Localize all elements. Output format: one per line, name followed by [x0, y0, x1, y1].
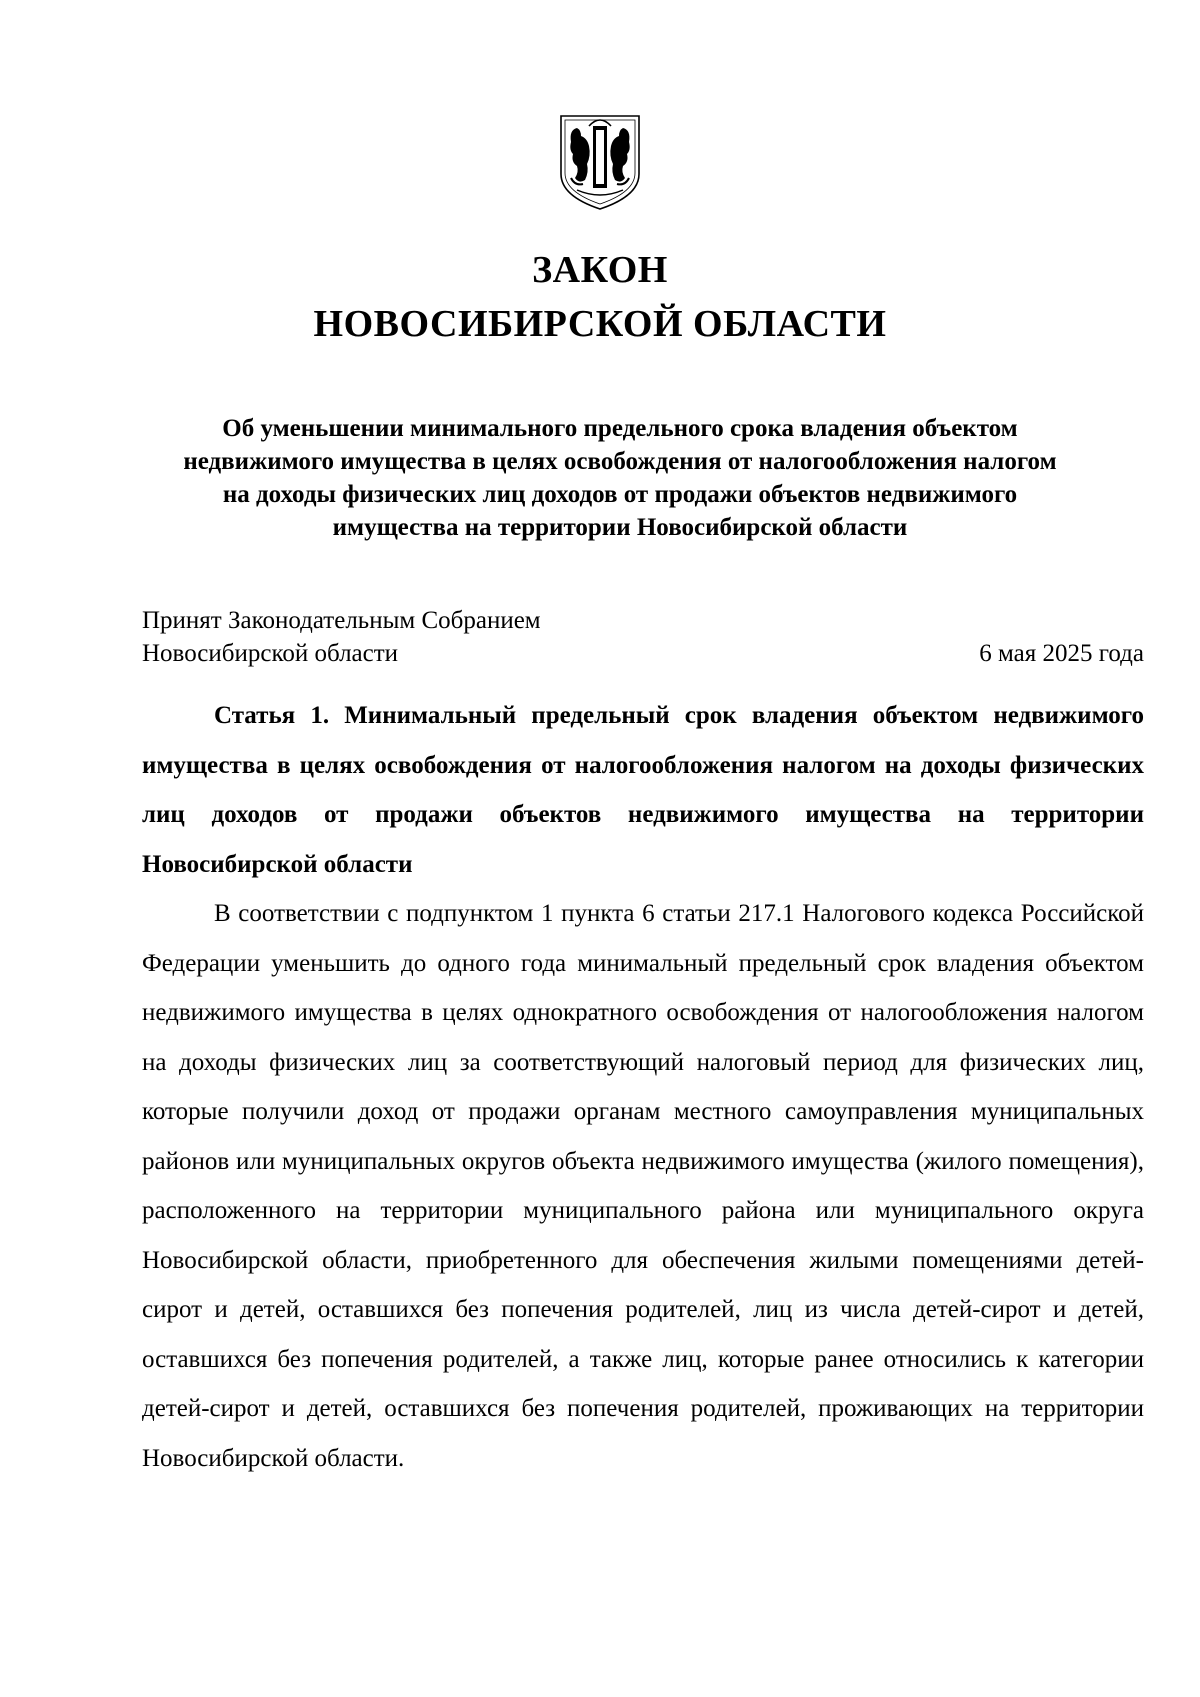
law-subject-line: имущества на территории Новосибирской области [332, 514, 908, 541]
adoption-date: 6 мая 2025 года [979, 640, 1144, 667]
law-subject-line: на доходы физических лиц доходов от продажи объектов недвижимого [222, 481, 1018, 508]
document-title-line-2: НОВОСИБИРСКОЙ ОБЛАСТИ [313, 303, 887, 345]
article-1 [142, 691, 1144, 1483]
article-1-label: Статья 1. [214, 702, 330, 729]
document-title-line-1: ЗАКОН [532, 249, 668, 291]
adoption-line-1: Принят Законодательным Собранием [142, 607, 541, 634]
article-1-heading-text: Минимальный предельный срок владения объектом недвижимого имущества в целях освобождения от налогообложения налогом на доходы физических лиц доходов от продажи объектов недвижимого имущества на территории Новосибирской области [142, 702, 1144, 878]
article-1-body: В соответствии с подпунктом 1 пункта 6 статьи 217.1 Налогового кодекса Российской Федерации уменьшить до одного года минимальный предельный срок владения объектом недвижимого имущества в целях однократного освобождения от налогообложения налогом на доходы физических лиц за соответствующий налоговый период для физических лиц, которые получили доход от продажи органам местного самоуправления муниципальных районов или муниципальных округов объекта недвижимого имущества (жилого помещения), расположенного на территории муниципального района или муниципального округа Новосибирской области, приобретенного для обеспечения жилыми помещениями детей-сирот и детей, оставшихся без попечения родителей, лиц из числа детей-сирот и детей, оставшихся без попечения родителей, а также лиц, которые ранее относились к категории детей-сирот и детей, оставшихся без попечения родителей, проживающих на территории Новосибирской области. [142, 900, 1144, 1472]
law-subject-line: недвижимого имущества в целях освобождения от налогообложения налогом [183, 448, 1057, 475]
law-subject-line: Об уменьшении минимального предельного срока владения объектом [222, 415, 1018, 442]
law-subject [130, 412, 1110, 544]
adoption-statement [142, 604, 541, 670]
adoption-line-2: Новосибирской области [142, 640, 399, 667]
article-1-heading [142, 691, 1144, 889]
coat-of-arms-icon [557, 112, 643, 212]
